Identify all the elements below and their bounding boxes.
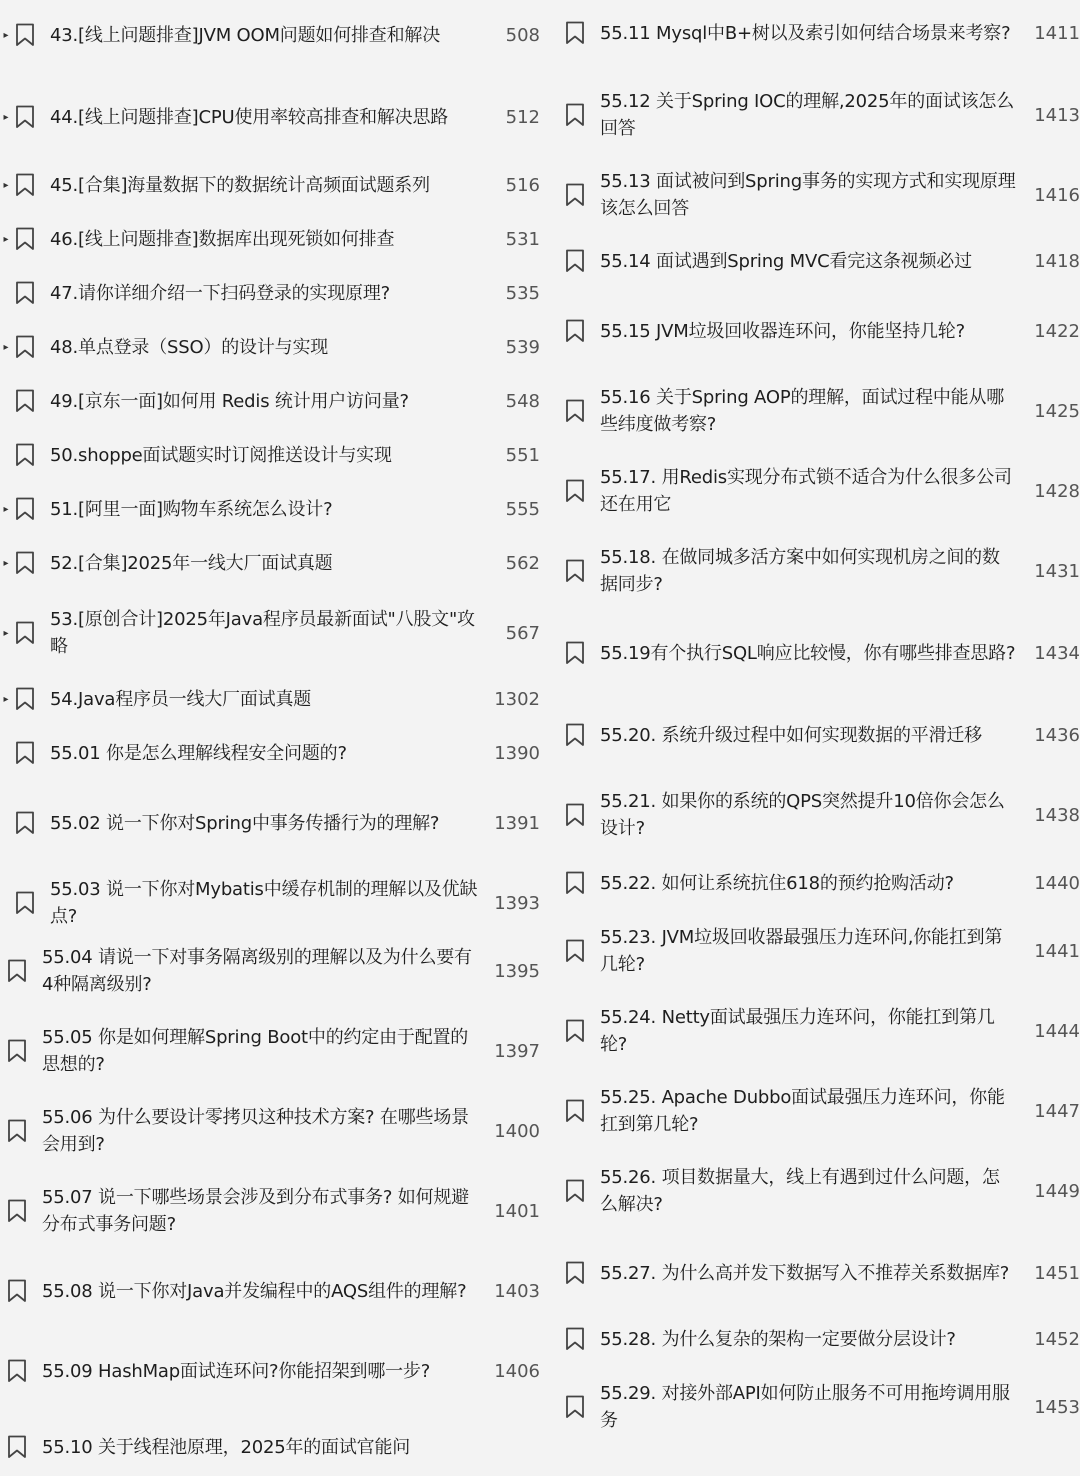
outline-item-page: 1452: [1034, 1328, 1080, 1350]
outline-item-title: 55.29. 对接外部API如何防止服务不可用拖垮调用服务: [600, 1383, 1010, 1431]
outline-item-title: 55.10 关于线程池原理，2025年的面试官能问: [42, 1436, 411, 1458]
outline-item[interactable]: [548, 166, 1080, 224]
outline-item[interactable]: [548, 868, 1080, 898]
outline-item[interactable]: [0, 332, 540, 362]
outline-item-title: 54.Java程序员一线大厂面试真题: [50, 688, 312, 710]
bookmark-icon[interactable]: [4, 1357, 30, 1385]
outline-item[interactable]: [0, 1182, 540, 1240]
outline-item-title: 45.[合集]海量数据下的数据统计高频面试题系列: [50, 174, 430, 196]
outline-item-title: 55.21. 如果你的系统的QPS突然提升10倍你会怎么设计?: [600, 791, 1005, 839]
bookmark-icon[interactable]: [12, 889, 38, 917]
outline-item-title: 55.06 为什么要设计零拷贝这种技术方案? 在哪些场景会用到?: [42, 1107, 469, 1155]
outline-item-title: 55.24. Netty面试最强压力连环问，你能扛到第几轮?: [600, 1007, 995, 1055]
outline-item[interactable]: [0, 1022, 540, 1080]
outline-item-title: 55.19有个执行SQL响应比较慢，你有哪些排查思路?: [600, 642, 1016, 664]
bookmark-icon[interactable]: [4, 1433, 30, 1461]
outline-item-title: 55.14 面试遇到Spring MVC看完这条视频必过: [600, 250, 972, 272]
outline-item[interactable]: [0, 386, 540, 416]
bookmark-icon[interactable]: [12, 279, 38, 307]
outline-item-title: 47.请你详细介绍一下扫码登录的实现原理?: [50, 282, 390, 304]
expand-arrow-icon[interactable]: ▸: [3, 557, 9, 569]
bookmark-icon[interactable]: [562, 317, 588, 345]
expand-arrow-icon[interactable]: ▸: [3, 111, 9, 123]
outline-item[interactable]: [0, 6, 540, 64]
expand-arrow-icon[interactable]: ▸: [3, 627, 9, 639]
outline-item-title: 55.25. Apache Dubbo面试最强压力连环问，你能扛到第几轮?: [600, 1087, 1005, 1135]
bookmark-icon[interactable]: [562, 397, 588, 425]
outline-item-page: 1418: [1034, 250, 1080, 272]
outline-item-page: 1400: [494, 1120, 540, 1142]
bookmark-icon[interactable]: [562, 801, 588, 829]
outline-item-title: 55.17. 用Redis实现分布式锁不适合为什么很多公司还在用它: [600, 467, 1012, 515]
outline-item[interactable]: [0, 170, 540, 200]
outline-item[interactable]: [548, 4, 1080, 62]
outline-item-page: 1428: [1034, 480, 1080, 502]
outline-item[interactable]: [548, 86, 1080, 144]
bookmark-icon[interactable]: [12, 103, 38, 131]
outline-item[interactable]: [548, 302, 1080, 360]
outline-item-page: 1390: [494, 742, 540, 764]
outline-item-title: 55.22. 如何让系统抗住618的预约抢购活动?: [600, 872, 954, 894]
bookmark-icon[interactable]: [4, 957, 30, 985]
outline-item-page: 1413: [1034, 104, 1080, 126]
outline-item-page: 1401: [494, 1200, 540, 1222]
outline-item-title: 50.shoppe面试题实时订阅推送设计与实现: [50, 444, 392, 466]
outline-item-page: 551: [505, 444, 540, 466]
outline-item-page: 555: [505, 498, 540, 520]
bookmark-icon[interactable]: [12, 21, 38, 49]
outline-item-page: 1440: [1034, 872, 1080, 894]
outline-item[interactable]: [0, 738, 540, 768]
outline-item-title: 55.18. 在做同城多活方案中如何实现机房之间的数据同步?: [600, 547, 1000, 595]
outline-item-page: 516: [505, 174, 540, 196]
outline-item-title: 55.07 说一下哪些场景会涉及到分布式事务? 如何规避分布式事务问题?: [42, 1187, 469, 1235]
outline-item[interactable]: [548, 462, 1080, 520]
outline-item[interactable]: [548, 1244, 1080, 1302]
outline-item-title: 55.09 HashMap面试连环问?你能招架到哪一步?: [42, 1360, 431, 1382]
bookmark-icon[interactable]: [4, 1037, 30, 1065]
outline-item-title: 55.28. 为什么复杂的架构一定要做分层设计?: [600, 1328, 956, 1350]
outline-item[interactable]: [548, 1324, 1080, 1354]
bookmark-icon[interactable]: [4, 1197, 30, 1225]
bookmark-icon[interactable]: [562, 1393, 588, 1421]
outline-item-title: 48.单点登录（SSO）的设计与实现: [50, 336, 329, 358]
outline-item-page: 1391: [494, 812, 540, 834]
outline-item[interactable]: [0, 1418, 540, 1476]
outline-item-page: 539: [505, 336, 540, 358]
outline-item-page: 1422: [1034, 320, 1080, 342]
bookmark-icon[interactable]: [12, 171, 38, 199]
outline-item-title: 55.23. JVM垃圾回收器最强压力连环问,你能扛到第几轮?: [600, 927, 1003, 975]
outline-item-page: 1449: [1034, 1180, 1080, 1202]
outline-item-page: 1302: [494, 688, 540, 710]
outline-item-page: 1403: [494, 1280, 540, 1302]
outline-item[interactable]: [0, 942, 540, 1000]
outline-item-page: 512: [505, 106, 540, 128]
bookmark-icon[interactable]: [562, 937, 588, 965]
outline-item-page: 567: [505, 622, 540, 644]
outline-item-title: 46.[线上问题排查]数据库出现死锁如何排查: [50, 228, 395, 250]
outline-item[interactable]: [0, 1102, 540, 1160]
outline-item[interactable]: [548, 382, 1080, 440]
outline-item-title: 55.11 Mysql中B+树以及索引如何结合场景来考察?: [600, 22, 1011, 44]
bookmark-icon[interactable]: [562, 247, 588, 275]
outline-item[interactable]: [0, 794, 540, 852]
outline-item-title: 55.26. 项目数据量大，线上有遇到过什么问题，怎么解决?: [600, 1167, 1000, 1215]
outline-item-page: 1453: [1034, 1396, 1080, 1418]
outline-item-title: 44.[线上问题排查]CPU使用率较高排查和解决思路: [50, 106, 449, 128]
outline-item-page: 1406: [494, 1360, 540, 1382]
outline-item[interactable]: [548, 1002, 1080, 1060]
expand-arrow-icon[interactable]: ▸: [3, 503, 9, 515]
outline-item-title: 55.20. 系统升级过程中如何实现数据的平滑迁移: [600, 724, 982, 746]
outline-item-title: 55.16 关于Spring AOP的理解，面试过程中能从哪些纬度做考察?: [600, 387, 1005, 435]
outline-item-page: 1441: [1034, 940, 1080, 962]
outline-item[interactable]: [0, 548, 540, 578]
bookmark-icon[interactable]: [12, 441, 38, 469]
expand-arrow-icon[interactable]: ▸: [3, 341, 9, 353]
outline-item-page: 1411: [1034, 22, 1080, 44]
outline-item-title: 55.27. 为什么高并发下数据写入不推荐关系数据库?: [600, 1262, 1010, 1284]
bookmark-icon[interactable]: [562, 181, 588, 209]
bookmark-icon[interactable]: [562, 477, 588, 505]
expand-arrow-icon[interactable]: ▸: [3, 693, 9, 705]
outline-item-title: 43.[线上问题排查]JVM OOM问题如何排查和解决: [50, 24, 441, 46]
outline-item[interactable]: [0, 278, 540, 308]
bookmark-icon[interactable]: [12, 739, 38, 767]
outline-item[interactable]: [548, 246, 1080, 276]
outline-item-title: 53.[原创合计]2025年Java程序员最新面试"八股文"攻略: [50, 609, 475, 657]
outline-item[interactable]: [548, 706, 1080, 764]
bookmark-icon[interactable]: [12, 685, 38, 713]
outline-item[interactable]: [548, 1082, 1080, 1140]
outline-item[interactable]: [0, 494, 540, 524]
outline-item-page: 1431: [1034, 560, 1080, 582]
outline-item-page: 1416: [1034, 184, 1080, 206]
bookmark-icon[interactable]: [12, 387, 38, 415]
outline-item-page: 562: [505, 552, 540, 574]
outline-item-page: 1451: [1034, 1262, 1080, 1284]
outline-item[interactable]: [548, 1378, 1080, 1436]
outline-item[interactable]: [548, 624, 1080, 682]
outline-item[interactable]: [0, 874, 540, 932]
outline-item-page: 1438: [1034, 804, 1080, 826]
outline-item-title: 52.[合集]2025年一线大厂面试真题: [50, 552, 333, 574]
outline-item[interactable]: [0, 604, 540, 662]
outline-item-title: 49.[京东一面]如何用 Redis 统计用户访问量?: [50, 390, 409, 412]
outline-item-title: 55.15 JVM垃圾回收器连环问，你能坚持几轮?: [600, 320, 965, 342]
outline-item-title: 55.08 说一下你对Java并发编程中的AQS组件的理解?: [42, 1280, 467, 1302]
outline-item-title: 55.05 你是如何理解Spring Boot中的约定由于配置的思想的?: [42, 1027, 469, 1075]
outline-item-page: 1397: [494, 1040, 540, 1062]
bookmark-icon[interactable]: [562, 1325, 588, 1353]
outline-item[interactable]: [548, 922, 1080, 980]
outline-item-page: 508: [505, 24, 540, 46]
outline-item-title: 55.12 关于Spring IOC的理解,2025年的面试该怎么回答: [600, 91, 1015, 139]
outline-item[interactable]: [0, 1262, 540, 1320]
bookmark-icon[interactable]: [562, 19, 588, 47]
outline-item[interactable]: [0, 684, 540, 714]
outline-item[interactable]: [0, 224, 540, 254]
bookmark-icon[interactable]: [12, 333, 38, 361]
bookmark-icon[interactable]: [562, 639, 588, 667]
outline-item-page: 548: [505, 390, 540, 412]
bookmark-icon[interactable]: [12, 809, 38, 837]
bookmark-icon[interactable]: [12, 225, 38, 253]
expand-arrow-icon[interactable]: ▸: [3, 29, 9, 41]
outline-item-page: 1447: [1034, 1100, 1080, 1122]
outline-item-page: 1395: [494, 960, 540, 982]
outline-item-page: 1434: [1034, 642, 1080, 664]
expand-arrow-icon[interactable]: ▸: [3, 179, 9, 191]
outline-item-page: 1393: [494, 892, 540, 914]
bookmark-icon[interactable]: [562, 1259, 588, 1287]
bookmark-icon[interactable]: [12, 549, 38, 577]
outline-item-page: 1425: [1034, 400, 1080, 422]
bookmark-icon[interactable]: [562, 1017, 588, 1045]
outline-item-page: 531: [505, 228, 540, 250]
outline-item-title: 55.13 面试被问到Spring事务的实现方式和实现原理该怎么回答: [600, 171, 1016, 219]
outline-item-page: 1444: [1034, 1020, 1080, 1042]
bookmark-icon[interactable]: [562, 557, 588, 585]
expand-arrow-icon[interactable]: ▸: [3, 233, 9, 245]
outline-item-title: 55.04 请说一下对事务隔离级别的理解以及为什么要有4种隔离级别?: [42, 947, 472, 995]
outline-item-page: 535: [505, 282, 540, 304]
bookmark-icon[interactable]: [4, 1117, 30, 1145]
outline-item[interactable]: [548, 542, 1080, 600]
outline-item-page: 1436: [1034, 724, 1080, 746]
outline-item[interactable]: [0, 88, 540, 146]
bookmark-icon[interactable]: [4, 1277, 30, 1305]
bookmark-icon[interactable]: [12, 495, 38, 523]
outline-item-title: 55.02 说一下你对Spring中事务传播行为的理解?: [50, 812, 440, 834]
outline-item-title: 55.03 说一下你对Mybatis中缓存机制的理解以及优缺点?: [50, 879, 478, 927]
outline-item-title: 55.01 你是怎么理解线程安全问题的?: [50, 742, 347, 764]
outline-item[interactable]: [548, 1162, 1080, 1220]
bookmark-icon[interactable]: [562, 1097, 588, 1125]
outline-item[interactable]: [548, 786, 1080, 844]
bookmark-icon[interactable]: [562, 1177, 588, 1205]
outline-item-title: 51.[阿里一面]购物车系统怎么设计?: [50, 498, 333, 520]
bookmark-icon[interactable]: [562, 101, 588, 129]
bookmark-icon[interactable]: [562, 721, 588, 749]
outline-item[interactable]: [0, 1342, 540, 1400]
outline-item[interactable]: [0, 440, 540, 470]
bookmark-icon[interactable]: [12, 619, 38, 647]
bookmark-icon[interactable]: [562, 869, 588, 897]
